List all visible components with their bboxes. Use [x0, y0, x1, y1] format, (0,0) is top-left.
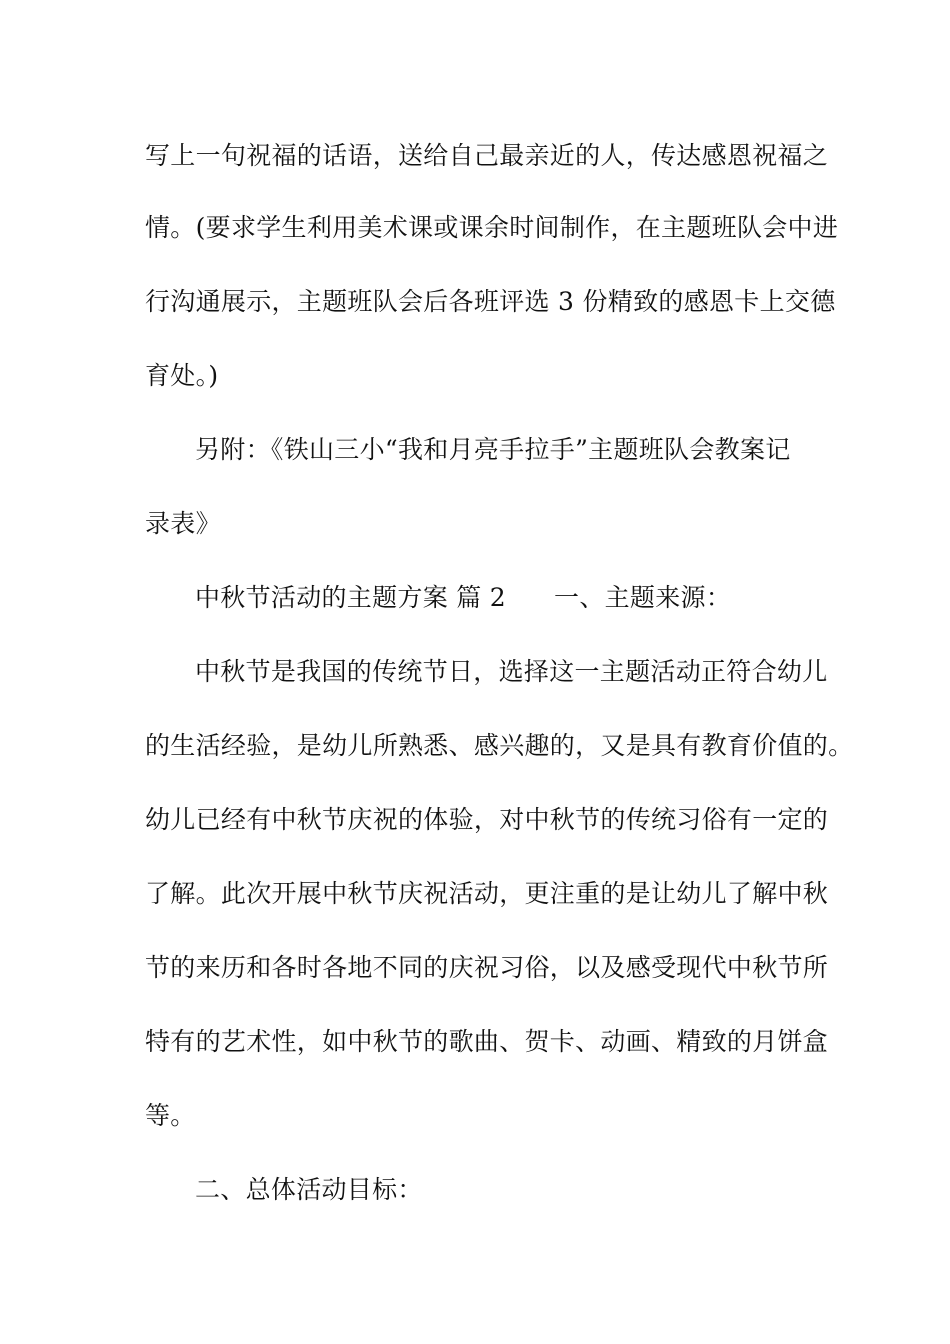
paragraph-line: 情。(要求学生利用美术课或课余时间制作，在主题班队会中进 [145, 213, 839, 242]
section-title: 中秋节活动的主题方案 篇 2 [195, 583, 507, 612]
section-heading-line [195, 582, 731, 614]
paragraph-line: 行沟通展示，主题班队会后各班评选 3 份精致的感恩卡上交德 [145, 287, 836, 316]
section-heading: 二、总体活动目标： [195, 1175, 423, 1204]
paragraph-line: 幼儿已经有中秋节庆祝的体验，对中秋节的传统习俗有一定的 [145, 805, 829, 834]
paragraph-line: 写上一句祝福的话语，送给自己最亲近的人，传达感恩祝福之 [145, 141, 829, 170]
paragraph-line: 了解。此次开展中秋节庆祝活动，更注重的是让幼儿了解中秋 [145, 879, 829, 908]
paragraph-line: 另附：《铁山三小“我和月亮手拉手”主题班队会教案记 [195, 435, 791, 464]
paragraph-line: 的生活经验，是幼儿所熟悉、感兴趣的，又是具有教育价值的。 [145, 731, 854, 760]
paragraph-line: 等。 [145, 1101, 196, 1130]
paragraph-line: 节的来历和各时各地不同的庆祝习俗，以及感受现代中秋节所 [145, 953, 829, 982]
paragraph-line: 中秋节是我国的传统节日，选择这一主题活动正符合幼儿 [195, 657, 828, 686]
section-subtitle: 一、主题来源： [554, 583, 732, 612]
paragraph-line: 录表》 [145, 509, 221, 538]
paragraph-line: 育处。) [145, 361, 219, 390]
paragraph-line: 特有的艺术性，如中秋节的歌曲、贺卡、动画、精致的月饼盒 [145, 1027, 829, 1056]
